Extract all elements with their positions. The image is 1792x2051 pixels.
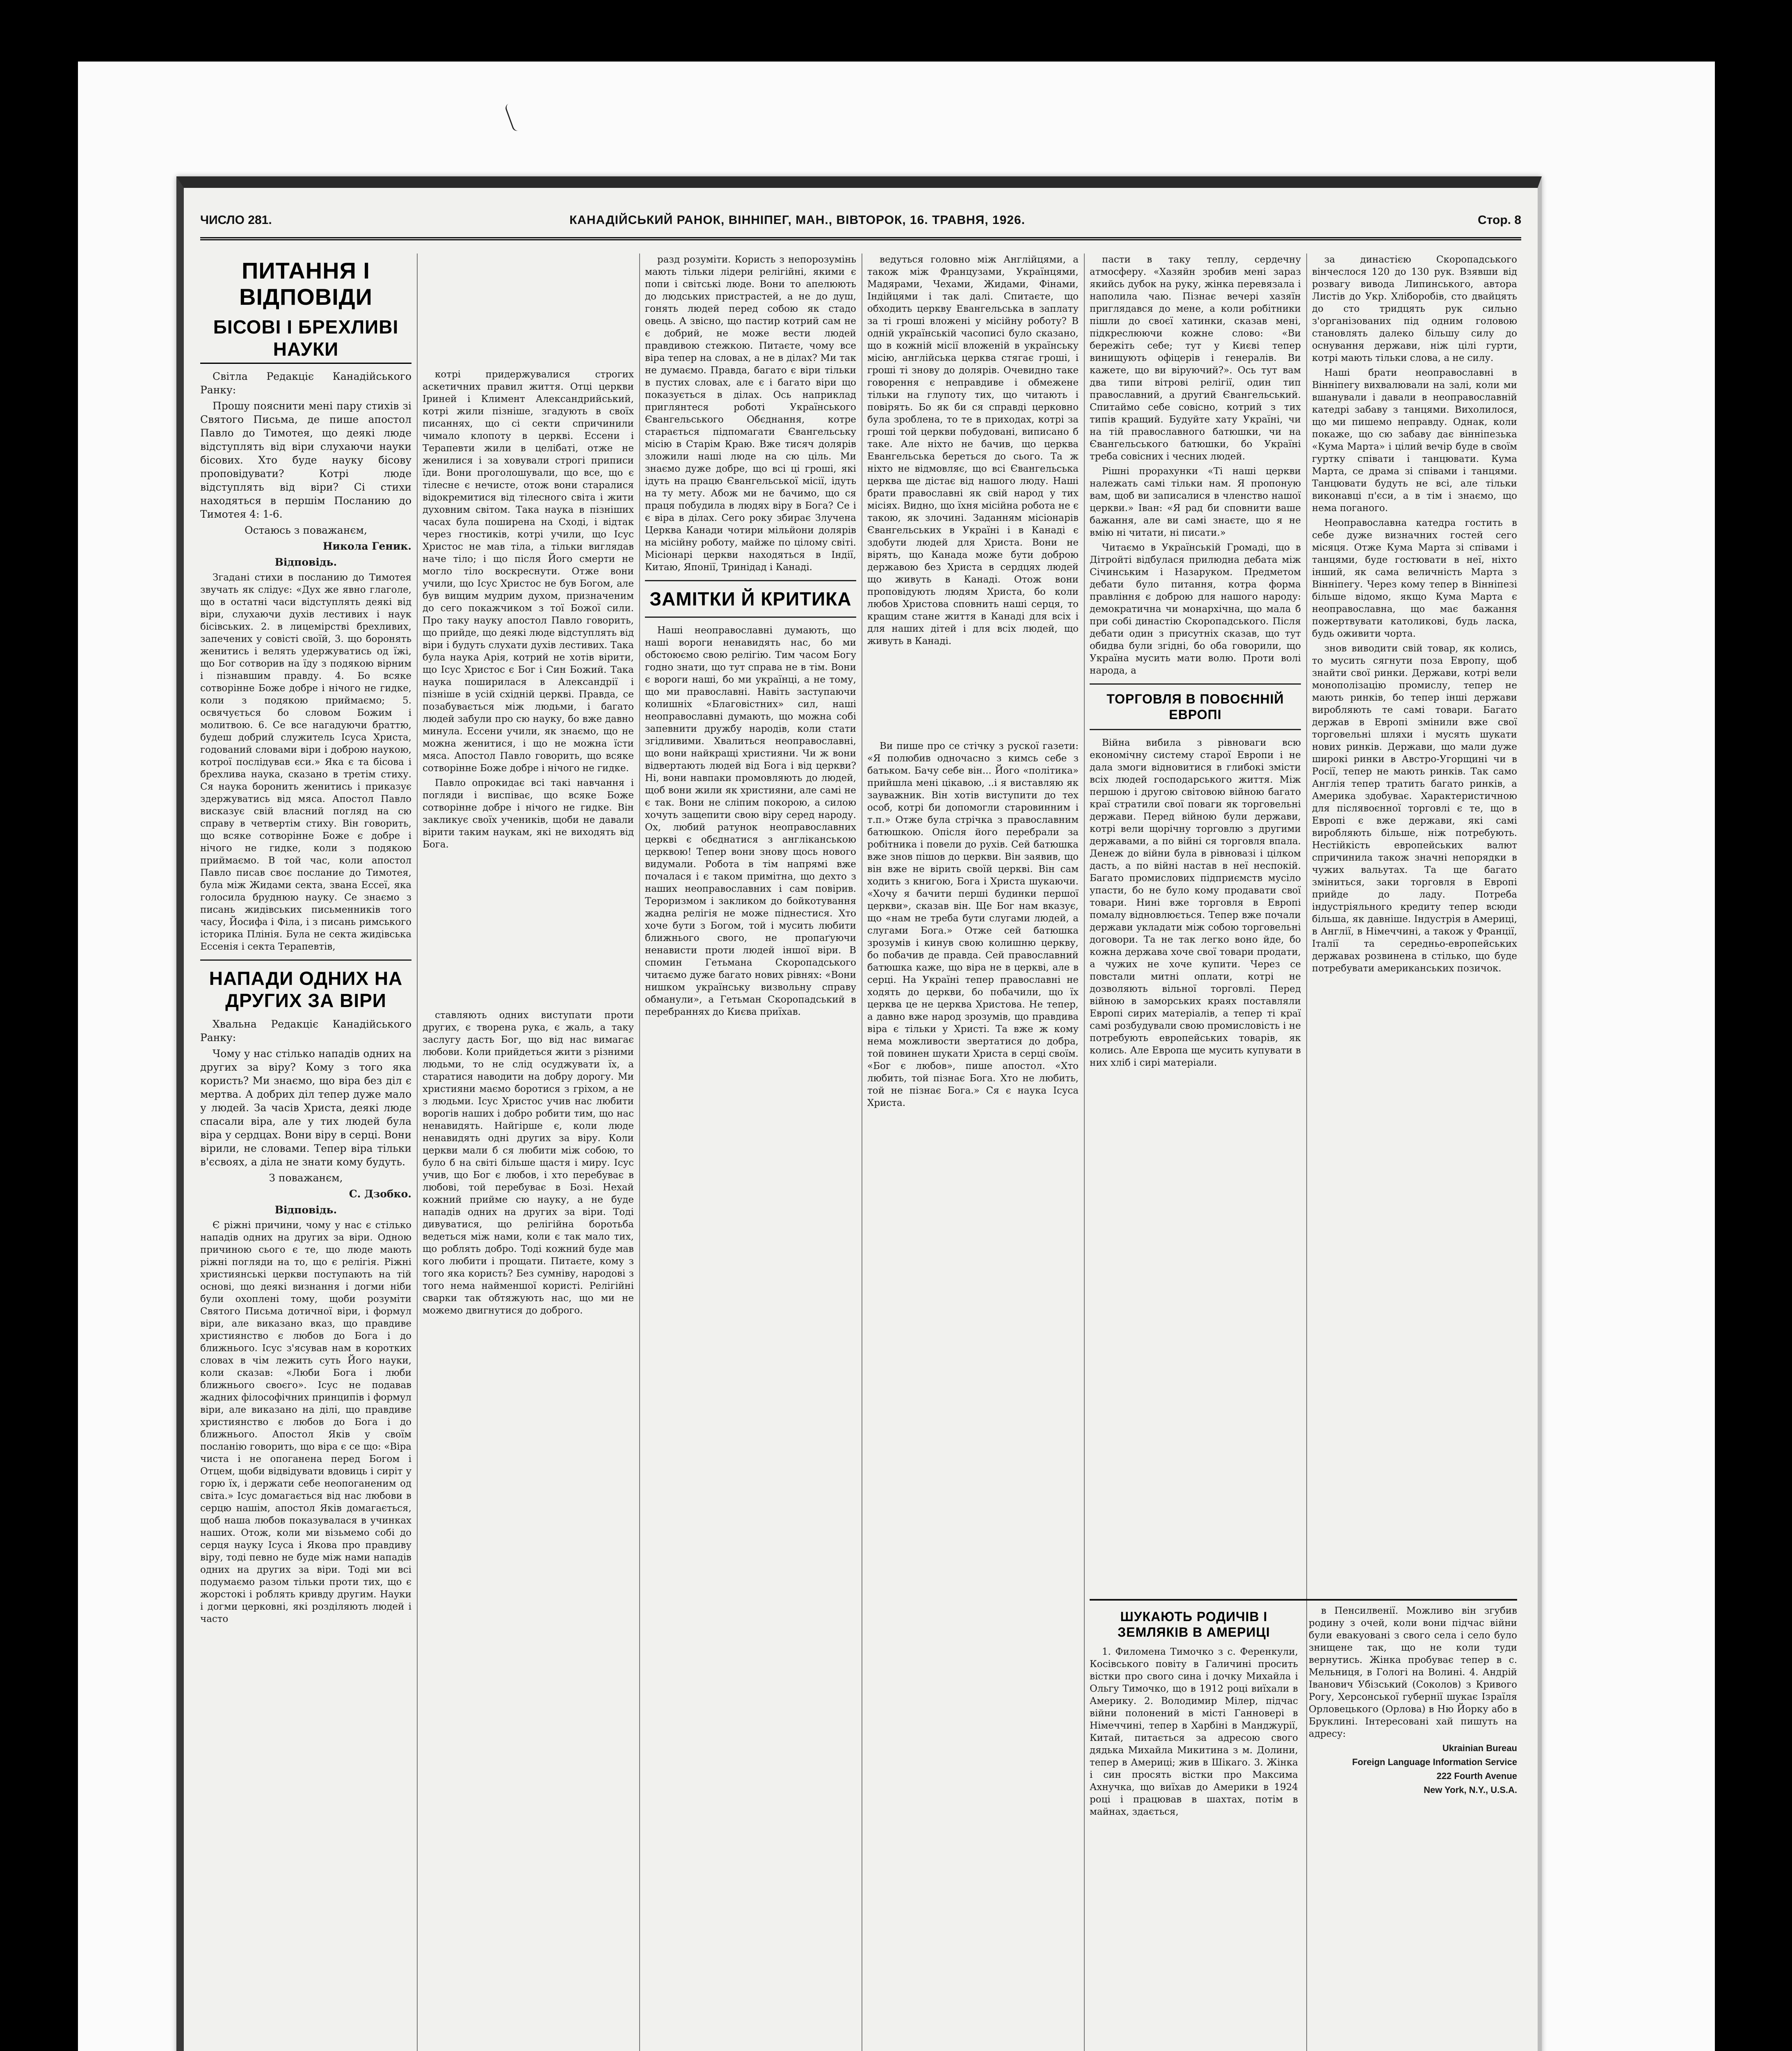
headline-relatives: ШУКАЮТЬ РОДИЧІВ І ЗЕМЛЯКІВ В АМЕРИЦІ [1118, 1609, 1270, 1640]
letter2-closing: З поважанєм, [269, 1172, 343, 1184]
letter2-greeting: Хвальна Редакціє Канадійського Ранку: [200, 1018, 411, 1044]
address-line-3: 222 Fourth Avenue [1436, 1771, 1517, 1781]
column-6 [1312, 254, 1517, 1607]
answer-label: Відповідь. [274, 556, 337, 568]
col5-text-3: Читаємо в Українській Громаді, що в Дітройті відбулася прилюдна дебата між Січинським і Назаруком. Предметом дебати було питання, котра форма правління є доброю для нашого народу: демократична чи монархічна, що мала б при собі династію Скоропадського. Після дебати один з присутніх сказав, що тут обидва були згідні, бо оба говорили, що Україна мусить мати волю. Проти волі народа, а [1090, 542, 1301, 676]
newspaper-title: КАНАДІЙСЬКИЙ РАНОК, ВІННІПЕГ, МАН., ВІВТОРОК, 16. ТРАВНЯ, 1926. [569, 213, 1025, 227]
col4-text-2: Ви пише про се стічку з рускої газети: «Я полюбив одночасно з кимсь себе з батьком. Бачу себе він... Його «політика» прийшла мені цікавою, ..і я виставляю як зауважник. Він хотів виступити до тех особ, котрі би допомогли старовинним і т.п.» Отже була стрічка з православним батюшкою. Опісля його перебрали за робітника і повели до рухів. Сей батюшка вже знов пішов до церкви. Він заявив, що він вже не вірить своїй церкві. Він сам ходить з книгою, Бога і Христа шукаючи. «Хочу я бачити перші будинки першої церкви», сказав він. Ще Бог нам вказує, що «нам не треба бути слугами людей, а слугами Бога.» Отже сей батюшка зрозумів і кинув свою колишню церкву, бо побачив де правда. Сей православний батюшка каже, що віра не в церкві, але в серці. На Україні тепер православні не ходять до церкви, бо побачили, що їх церква це не церква Христова. Не тепер, а давно вже народ зрозумів, що правдива віра є тільки у Христі. Та вже ж кому нема можливости звертатися до добра, той повинен шукати Христа в серці своїм. «Бог є любов», пише апостол. «Хто любить, той пізнає Бога. Хто не любить, той не пізнає Бога.» Ся є наука Ісуса Христа. [867, 741, 1079, 1108]
col5-text-1: пасти в таку теплу, сердечну атмосферу. «Хазяйн зробив мені зараз якийсь дубок на руку, жінка перевязала і наполила чаю. Пізнає вечері хазяїн приглядався до мене, а коли робітники пішли до своєї хатинки, сказав мені, підкреслюючи кожне слово: «Ви бережіть себе; тут у Києві тепер винищують офіцерів і генералів. Ви кажете, що ви віруючий?». Ось тут вам два типи вітрові релігії, один тип православний, а другий Євангельський. Спитаймо себе совісно, котрий з тих типів кращий. Будуйте хату Україні, чи на тій православного батюшки, чи на Євангельського батюшки, бо Україні треба совісних і чесних людей. [1090, 254, 1301, 462]
letter-body: Прошу пояснити мені пару стихів зі Святого Письма, де пише апостол Павло до Тимотея, що деякі люде відступлять від віри слухаючи науки бісових. Хто буде науку бісову проповідувати? Котрі люде відступлять від віри? Сі стихи находяться в першім Посланию до Тимотея 4: 1-6. [200, 400, 411, 520]
issue-number: ЧИСЛО 281. [200, 213, 272, 227]
relatives-notice [1090, 1599, 1517, 2051]
col4-text-1: ведуться головно між Англійцями, а також між Французами, Українцями, Мадярами, Чехами, Жидами, Фінами, Індійцями і так далі. Спитаєте, що обходить церкву Евангельська в заплату за ті гроші вложені у місійну роботу? В одній українській часописі було сказано, що в кожній місії вложеній в українську місію, англійська церква стягає гроші, і гроші ті знову до долярів. Очевидно таке говорення є неправдиве і обмежене тільки на глупоту тих, що читають і повірять. Бо як би ся справді церковно була зроблена, то те в приходах, котрі за гроші той церкви побудовані, виписано б таке. Але ніхто не бачив, що церква Евангельська береться до сього. Та ж ніхто не відмовляє, що всі Євангельська церква ще дістає від нашого люду. Наші брати православні як свій народ у тих місіях. Видно, що їхня місійна робота не є такою, як злочині. Заданням місіонарів Євангельських в Україні і в Канаді є здобути людей для Христа. Вони не вірять, що Канада може бути доброю державою без Христа в сердцях людей що живуть в Канаді. Отож вони проповідують людям Христа, бо коли любов Христова сповнить наші серця, то кращим стане життя в Канаді для всіх і для наших дітей і для всіх людей, що живуть в Канаді. [867, 254, 1079, 646]
masthead [200, 208, 1521, 240]
letter2-signature: С. Дзобко. [349, 1188, 411, 1200]
col6-text-3: Неоправославна катедра гостить в себе дуже визначних гостей сего місяця. Отже Кума Марта зі співами і танцями, буде гостювати в неї, ніхто інший, як сама величність Марта з Вінніпегу. Через кому тепер в Вінніпезі більше відомо, якщо Кума Марта є неоправославна, що має бажання пожертвувати католикові, будь ласка, будь оживити чорта. [1312, 518, 1517, 639]
letter-greeting: Світла Редакціє Канадійського Ранку: [200, 370, 411, 396]
letter2-body: Чому у нас стілько нападів одних на других за віру? Кому з того яка користь? Ми знаємо, що віра без діл є мертва. А добрих діл тепер дуже мало у людей. За часів Христа, деякі люде спасали віра, але у тих людей була віра у сердцах. Вони віру в серці. Вони вірили, не словами. Тепер віра тільки в'єсвоях, а діла не знати кому будуть. [200, 1048, 411, 1168]
answer2-body: Є ріжні причини, чому у нас є стілько нападів одних на других за віри. Одною причиною сього є те, що люде мають ріжні погляди на то, що є релігія. Ріжні християнські церкви поступають на тій основі, що деякі визнання і догми ніби були охоплені тому, щоби розуміти Святого Письма дотичної віри, і формул віри, але виказано вказ, що правдиве християнство є любов до Бога і до ближнього. Ісус з'ясував нам в коротких словах в чім лежить суть Його науки, коли сказав: «Люби Бога і люби ближнього своєго». Ісус не подавав жадних філософічних принципів і формул віри, але виказано на ділі, що правдиве християнство є любов до Бога і до ближнього. Апостол Яків у своїм посланію говорить, що віра є се що: «Віра чиста і не опоганена перед Богом і Отцем, щоби відвідувати вдовиць і сиріт у горю їх, і держати себе неопоганеним од світа.» Ісус домагається від нас любови в серцю нашім, апостол Яків домагається, щоб наша любов показувалася в учинках наших. Отож, коли ми візьмемо собі до серця науку Ісуса і Якова про правдиву віру, тоді певно не буде між нами нападів одних на других за віри. Тоді ми всі подумаємо разом тільки проти тих, що є жорстокі і роблять кривду другим. Науки і догми церковні, які розділяють людей і часто [200, 1220, 411, 1624]
column-rule [1084, 254, 1085, 2051]
divider [645, 617, 856, 618]
divider [645, 580, 856, 581]
answer-body: Згадані стихи в посланию до Тимотея звучать як слідує: «Дух же явно глаголе, що в остатні часи відступлять деякі від віри, слухаючи духів лестивих і наук бісівських. 2. в лицемірстві брехливих, запечених у совісті своїй, 3. що боронять женитись і велять удержуватись од їжі, що Бог сотворив на їду з подякою вірним і пізнавшим правду. 4. Бо всяке сотворінне Боже добре і нічого не гидке, коли з подякою приймаємо; 5. освячується бо словом Божим і молитвою. 6. Се все нагадуючи браттю, будеш добрий служитель Ісуса Христа, годований словами віри і доброю наукою, котрої послідував єси.» Яка є та бісова і брехлива наука, сказано в третім стиху. Ся наука боронить женитись і приказує здержуватись від мяса. Апостол Павло висказує свій власний погляд на сю справу в четвертім стиху. Він говорить, що всяке сотворінне Боже є добре і нічого не гидке, коли з подякою приймаємо. В той час, коли апостол Павло писав своє послание до Тимотея, була між Жидами секта, звана Ессеї, яка голосила бруднюю науку. Се знаємо з писань жидівських письменників того часу, Йосифа і Філа, і з писань римського історика Плінія. Була не секта жидівська Ессенія і секта Терапевтів, [200, 572, 411, 952]
address-line-1: Ukrainian Bureau [1442, 1743, 1517, 1753]
col2-text-3: ставляють одних виступати проти других, є творена рука, є жаль, а таку заслугу дасть Бог, що від нас вимагає любови. Коли прийдеться жити з різними людьми, то не слід осуджувати їх, а старатися наводити на добру дорогу. Ми християни маємо боротися з гріхом, а не з людьми. Ісус Христос учив нас любити ворогів наших і добро робити тим, що нас ненавидять. Найгірше є, коли люде ненавидять одні других за віру. Коли церкви мали б ся любити між собою, то було б на світі більше щастя і миру. Ісус учив, що Бог є любов, і хто перебуває в любові, той перебуває в Бозі. Нехай кожний прийме сю науку, а не буде нападів одних на других за віри. Тоді дивуватися, що релігійна боротьба ведеться між нами, коли є так мало тих, що роблять добро. Тоді кожний буде мав кого любити і прощати. Питаєте, кому з того яка користь? Без сумніву, народові з того нема найменшої користі. Релігійні сварки так обтяжують нас, що ми не можемо двигнутися до доброго. [423, 1010, 634, 1316]
address-line-4: New York, N.Y., U.S.A. [1424, 1785, 1517, 1795]
divider [1090, 729, 1301, 730]
divider [1090, 683, 1301, 685]
page-number: Стор. 8 [1478, 213, 1521, 227]
answer2-label: Відповідь. [274, 1204, 337, 1216]
column-4 [867, 254, 1079, 2051]
col3-text-1: разд розуміти. Користь з непорозумінь мають тільки лідери релігійні, якими є попи і світські люде. Вони то апелюють до людських пристрастей, а не до душ, гонять людей перед собою як стадо овець. А звісно, що пастир котрий сам не є добрий, не може вести людей правдивою стежкою. Питаєте, чому все віра тепер на словах, а не в ділах? Ми так не думаємо. Правда, багато є віри тільки в пустих словах, але є і багато віри що показується в ділах. Ось наприклад приглянтеся роботі Українського Євангельського Обєднання, котре старається підпомагати Євангельську місію в Старім Краю. Вже тисяч долярів зложили наші люде на сю ціль. Ми знаємо дуже добре, що всі ці гроші, які ідуть на працю Євангельської місії, ідуть на ту мету. Абож ми не бачимо, що ся праця побудила в людях віру в Бога? Се і є віра в ділах. Сего року збирає Злучена Церква Канади чотири мільйони долярів на місійну роботу, майже по цілому світі. Місіонарі церкви находяться в Індії, Китаю, Японії, Тринідад і Канаді. [645, 254, 856, 573]
address-line-2: Foreign Language Information Service [1352, 1757, 1517, 1767]
col6-text-1: за династією Скоропадського вінчеслося 120 до 130 рук. Взявши від розвагу вивода Липинського, автора Листів до Укр. Хліборобів, сто двайцять до сто тридцять рук сильно з'організованих під одним головою становлять далеко більшу силу до оснування держави, ніж цілі гурти, котрі мають тільки слова, а не силу. [1312, 254, 1517, 363]
notice-text-1: 1. Филомена Тимочко з с. Ференкули, Косівського повіту в Галичині просить вістки про свого сина і дочку Михайла і Ольгу Тимочко, що в 1912 році виїхали в Америку. 2. Володимир Мілер, підчас війни полонений в місті Ганновері в Німеччині, тепер в Харбіні в Манджурії, Китай, питається за адресою свого дядька Михайла Микитина з м. Долини, тепер в Америці; жив в Шікаго. 3. Жінка і син просять вістки про Максима Ахнучка, що виїхав до Америки в 1924 році і працював в шахтах, потім в майнах, здається, [1090, 1647, 1298, 1817]
headline-attacks: НАПАДИ ОДНИХ НА ДРУГИХ ЗА ВІРИ [209, 968, 403, 1011]
col5-text-4: Війна вибила з рівноваги всю економічну систему старої Европи і не дала змоги відновитися в глибокі змісти всіх людей господарського життя. Між першою і другою світовою війною багато краї стратили свої поваги як торговельні держави. Перед війною були держави, котрі вели щорічну торговлю з другими державами, а по війні ся торговля впала. Денеж до війни була в рівновазі і цілком дасть, а по війні настав в неї неспокій. Багато промислових підприємств мусіло упасти, бо не було кому продавати свої товари. Нині вже торговля в Европі помалу відновлюється. Тепер вже почали держави укладати між собою торговельні договори. Та не так легко воно йде, бо кожна держава хоче свої товари продати, а чужих не хоче купити. Через се повстали митні оплати, котрі не дозволяють вільної торговлі. Перед війною в заморських краях поставляли Европі сирих матеріалів, а тепер ті краї самі розбудували свою промисловість і не потребують европейських товарів, як колись. Але Европа ще мусить купувати в них хліб і сирі матеріали. [1090, 738, 1301, 1068]
newspaper-page [176, 176, 1542, 2051]
column-3 [645, 254, 856, 2051]
column-rule [417, 254, 418, 2051]
headline-trade-europe: ТОРГОВЛЯ В ПОВОЄННІЙ ЕВРОПІ [1106, 692, 1284, 722]
letter-signature: Никола Геник. [322, 540, 411, 552]
column-2 [423, 368, 634, 2051]
col2-text-2: Павло опрокидає всі такі навчання і погляди і виспіває, що всяке Боже сотворінне добре і нічого не гидке. Він закликує своїх учеників, щоби не давали вірити таким наукам, які не виходять від Бога. [423, 778, 634, 850]
letter-closing: Остаюсь з поважанєм, [245, 524, 367, 536]
headline-notes-criticism: ЗАМІТКИ Й КРИТИКА [649, 588, 852, 610]
column-1 [200, 254, 411, 2051]
col6-text-4: знов виводити свій товар, як колись, то мусить сягнути поза Европу, щоб знайти свої ринки. Держави, котрі вели монополізацію промислу, тепер не мають ринків, бо тепер інші держави виробляють те самі товари. Багато держав в Европі змінили вже свої торговельні шляхи і мусять шукати нових ринків. Держави, що мали дуже широкі ринки в Австро-Угорщині чи в Росії, тепер не мають ринків. Так само Англія тепер тратить багато ринків, а Америка здобуває. Характеристичною для післявоєнної торговлі є те, що в Европі є вже держави, які самі виробляють більше, ніж потребують. Нестійкість европейських валют спричинила також значні непорядки в чужих вальутах. Та ще багато зміниться, заки торговля в Европі прийде до ладу. Потреба індустріяльного кредиту тепер всюди більша, як давніше. Індустрія в Америці, в Англії, в Німеччині, а також у Франції, Італії та середньо-европейських державах розвинена в стілько, що буде потребувати американських позичок. [1312, 643, 1517, 974]
divider [200, 959, 411, 961]
col5-text-2: Рішні прорахунки «Ті наші церкви належать самі тільки нам. Я пропоную вам, щоб ви записалися в членство нашої церкви.» Іван: «Я рад би сповнити ваше бажання, але ви самі знаєте, що я не вмію ні читати, ні писати.» [1090, 466, 1301, 538]
column-rule [639, 254, 640, 2051]
col2-text-1: котрі придержувалися строгих аскетичних правил життя. Отці церкви Іриней і Климент Александрийський, котрі жили пізніше, згадують в своїх писаннях, що сі секти спричинили чимало клопоту в церкві. Ессени і Терапевти жили в целібаті, отже не женилися і за ховували строгі приписи їди. Вони проголошували, що все, що є тілесне є нечисте, отож вони старалися відокремитися від тілесного світа і жити духовним світом. Така наука в пізніших часах була поширена на Сході, і відтак через гностиків, котрі учили, що Ісус Христос не мав тіла, а тільки виглядав наче тіло; і що після Його смерти не могло тіло воскреснути. Отже вони учили, що Ісус Христос не був Богом, але був вищим мудрим духом, призначеним до сего покажчиком з тої Божої сили. Про таку науку апостол Павло говорить, що прийде, що деякі люде відступлять від віри і будуть слухати духів лестивих. Така була наука Арія, котрий не хотів вірити, що Ісус Христос є Бог і Син Божий. Така наука поширилася в Александрії і пізніше в усій східній церкві. Правда, се позабувається між людьми, і багато людей забули про сю науку, бо вже давно минула. Ессени учили, як знаємо, що не можна женитися, і що не можна їсти мяса. Апостол Павло говорить, що всяке сотворінне Боже добре і нічого не гидке. [423, 369, 634, 774]
col3-text-2: Наші неоправославні думають, що наші вороги ненавидять нас, бо ми обстоюємо свою релігію. Тим часом Богу годно знати, що тут справа не в тім. Вони є вороги наші, бо ми українці, а не тому, що ми православні. Навіть заступаючи колишніх «Благовістних» сил, наші неоправославні думають, що можна собі запевнити дружбу народів, коли стати згідливими. Хвалиться неоправославні, що вони найкращі християни. Чи ж вони відвертають людей від Бога і від церкви? Ні, вони навпаки промовляють до людей, щоб вони жили як християни, але самі не є так. Вони не сліпим покорою, а силою хочуть защепити свою віру серед народу. Ох, любий ратунок неоправославних церкві є обєднатися з англіканською церквою! Тепер вони знову щось нового видумали. Робота в тім напрямі вже почалася і є таком примітна, що дехто з наших неоправославних і сам повірив. Тероризмом і закликом до бойкотування жадна релігія не може піднестися. Хто хоче бути з Богом, той і мусить любити ближнього свого, не пропаґуючи ненависти проти людей іншої віри. В спомин Гетьмана Скоропадського читаємо дуже багато нових рівнях: «Вони нишком українську визвольну справу обманули», а Гетьман Скоропадський в перебраннях до Києва приїхав. [645, 625, 856, 1017]
headline-questions: ПИТАННЯ І ВІДПОВІДИ [239, 258, 373, 310]
col6-text-2: Наші брати неоправославні в Вінніпегу вихвалювали на залі, коли ми вшанували і давали в неоправославній катедрі забаву з танцями. Вихолилося, що ми пишемо неправду. Однак, коли покаже, що сю забаву дає вінніпезька «Кума Марта» і цілий вечір буде в своїм гуртку співати і танцювати. Кума Марта, се драма зі співами і танцями. Танцювати будуть не всі, але тільки виконавці п'єси, а в тім і знаємо, що нема поганого. [1312, 368, 1517, 514]
headline-false-teachings: БІСОВІ І БРЕХЛИВІ НАУКИ [200, 316, 411, 364]
notice-text-2: в Пенсилвенії. Можливо він згубив родину з очей, коли вони підчас війни були евакуовані з свого села і село було знищене так, що не коли туди вернутись. Жінка пробуває тепер в с. Мельниця, в Гологі на Волині. 4. Андрій Іванович Убізський (Соколов) з Кривого Рогу, Херсонської губернії шукає Ізраїля Орловецького (Орлова) в Ню Йорку або в Бруклині. Інтересовані хай пишуть на адресу: [1309, 1606, 1517, 1739]
